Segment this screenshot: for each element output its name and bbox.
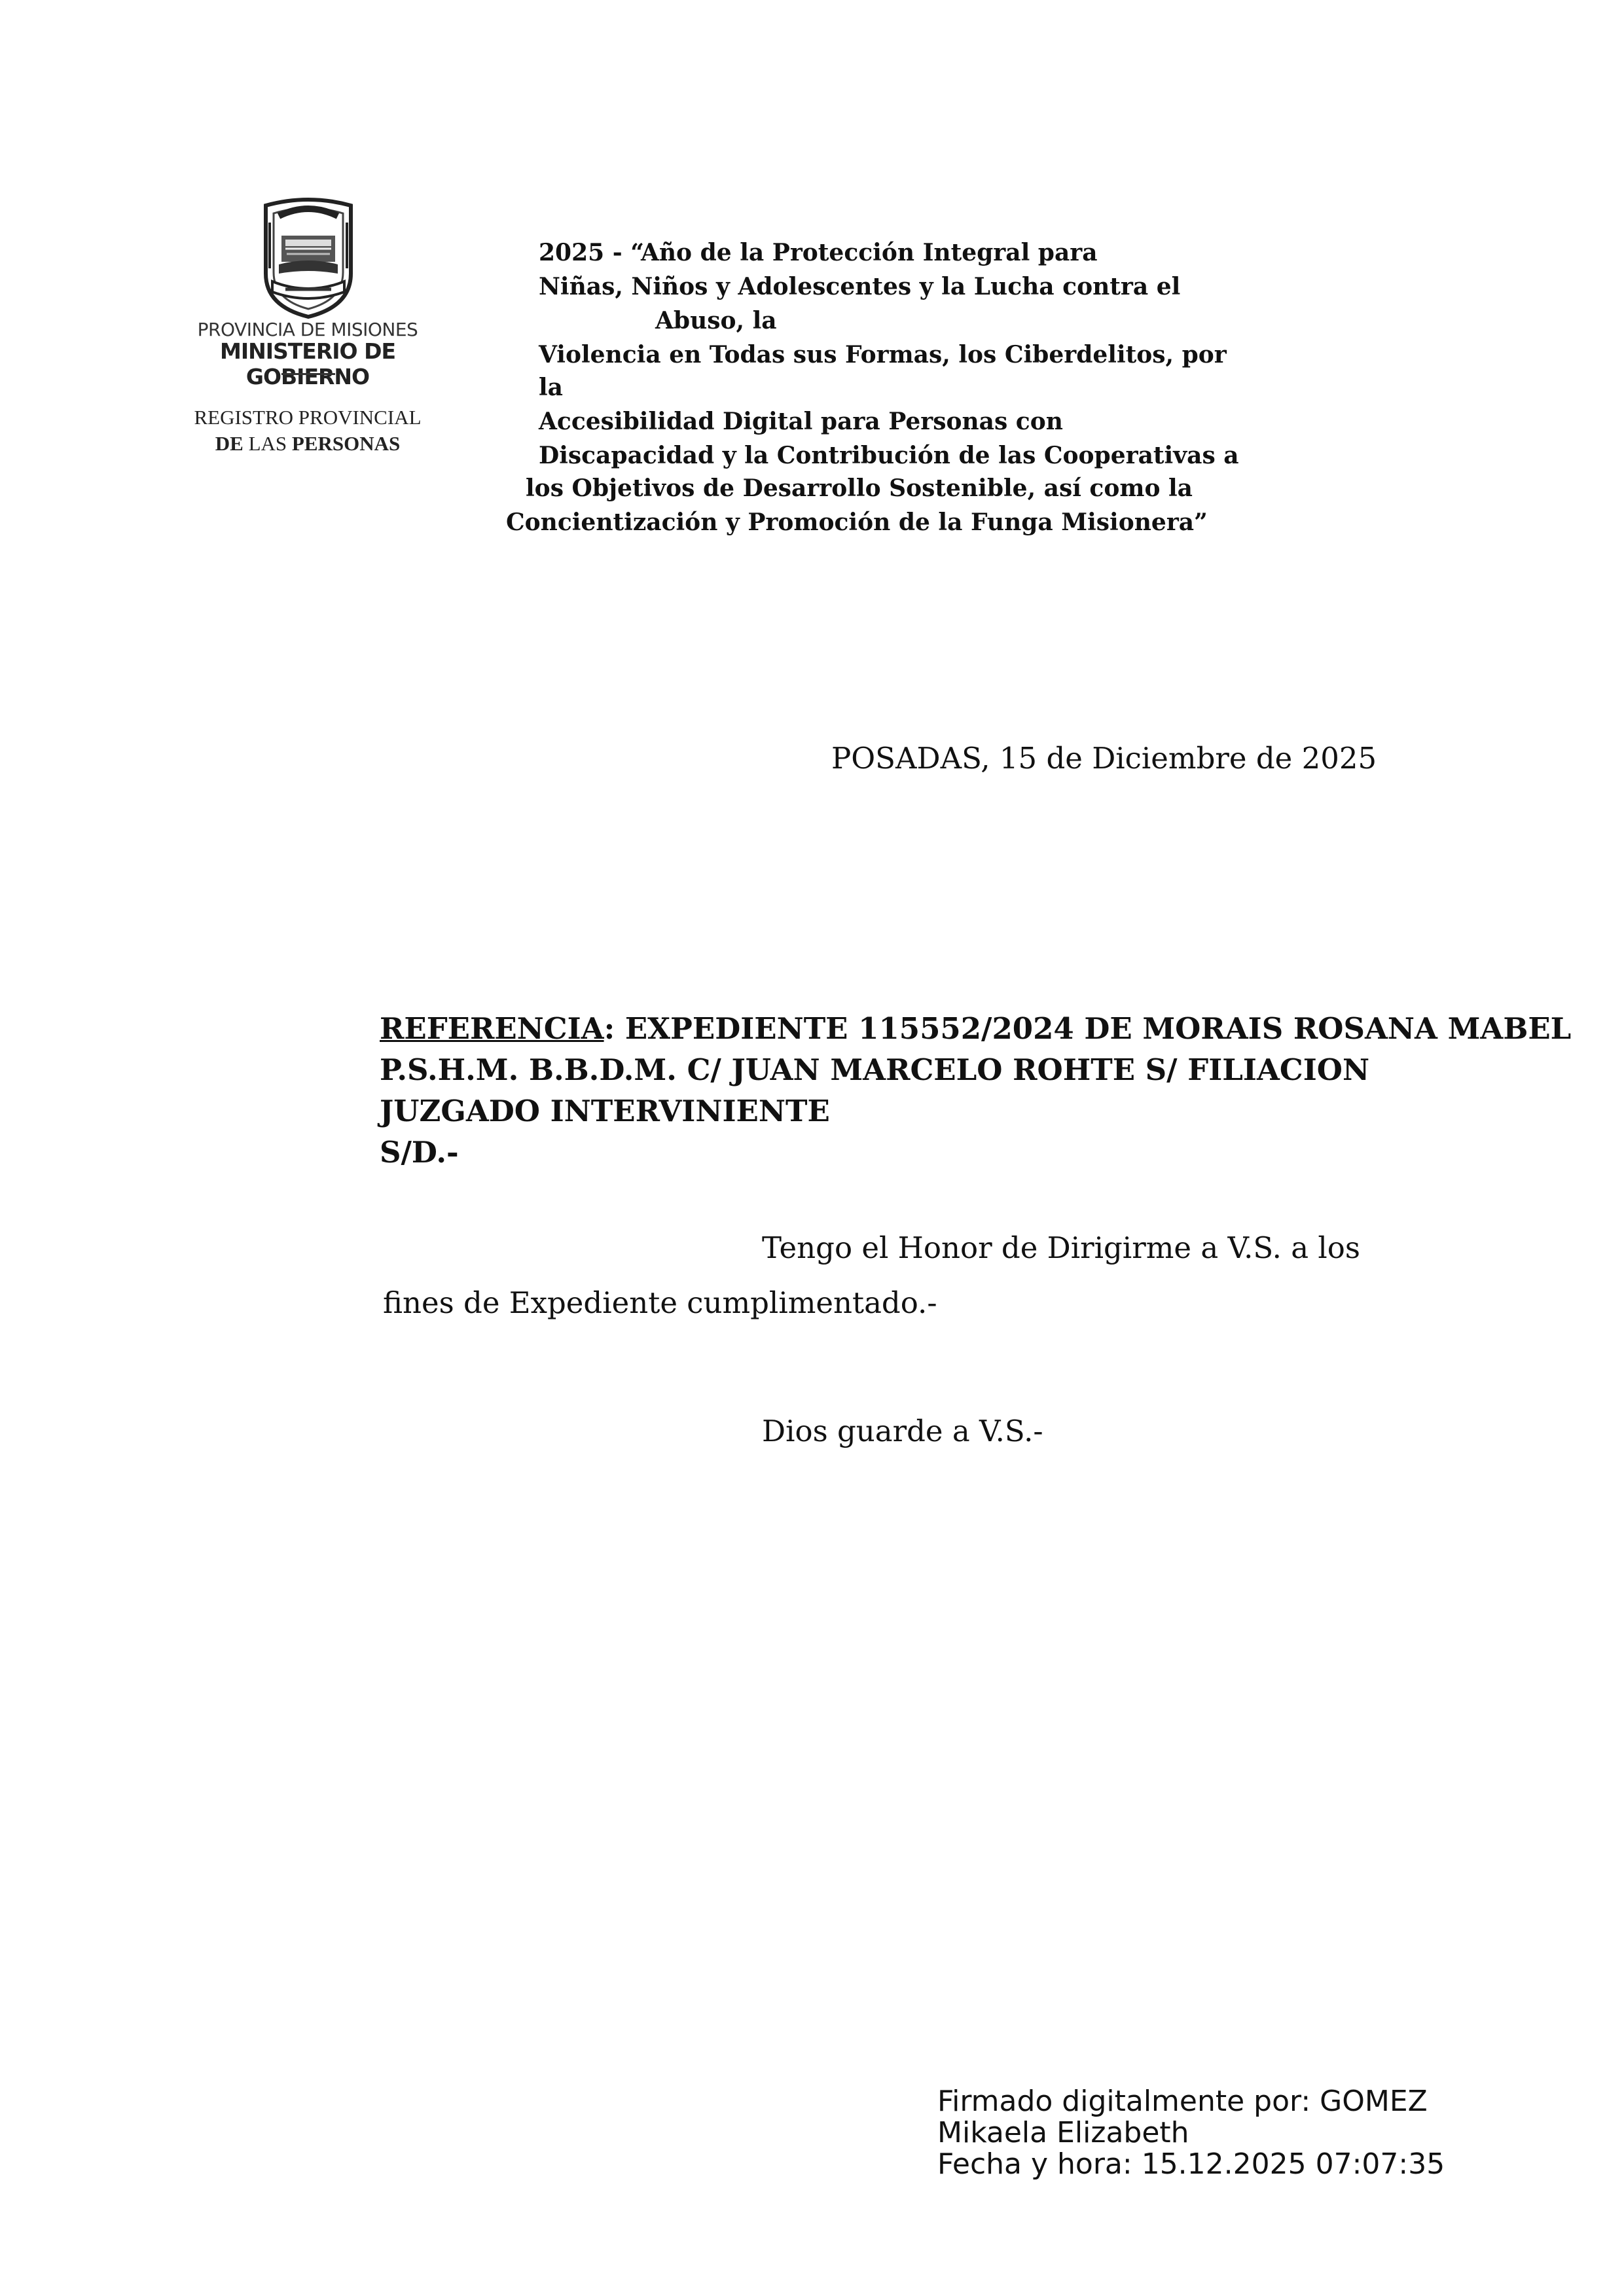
motto-line-6: Accesibilidad Digital para Personas con [539, 408, 1063, 435]
motto-line-9: Concientización y Promoción de la Funga Misionera” [506, 509, 1208, 536]
motto-line-4: Violencia en Todas sus Formas, los Ciberdelitos, por [539, 341, 1227, 368]
reference-line-3: JUZGADO INTERVINIENTE [380, 1094, 830, 1128]
registry-line-1: REGISTRO PROVINCIAL [194, 406, 422, 429]
reference-text-1: : EXPEDIENTE 115552/2024 DE MORAIS ROSANA MABEL [604, 1011, 1572, 1046]
registry-word-personas: PERSONAS [291, 432, 401, 455]
motto-line-3: Abuso, la [655, 307, 777, 334]
body-line-1: Tengo el Honor de Dirigirme a V.S. a los [762, 1230, 1360, 1265]
coat-of-arms-emblem [253, 196, 364, 319]
logo-province-text: PROVINCIA DE MISIONES [197, 319, 418, 340]
signature-line-3: Fecha y hora: 15.12.2025 07:07:35 [937, 2147, 1445, 2181]
signature-line-2: Mikaela Elizabeth [937, 2116, 1189, 2149]
reference-label: REFERENCIA [380, 1011, 604, 1046]
motto-line-8: los Objetivos de Desarrollo Sostenible, así como la [526, 475, 1193, 502]
motto-line-1: 2025 - “Año de la Protección Integral para [539, 239, 1098, 266]
motto-line-7: Discapacidad y la Contribución de las Cooperativas a [539, 442, 1239, 469]
logo-ministry-text: MINISTERIO DE GOBIERNO [220, 338, 395, 389]
logo-divider [281, 373, 335, 375]
registry-name [157, 404, 458, 457]
signature-line-1: Firmado digitalmente por: GOMEZ [937, 2085, 1428, 2118]
body-line-2: fines de Expediente cumplimentado.- [383, 1285, 937, 1320]
registry-word-de: DE [215, 432, 244, 455]
registry-word-las: LAS [243, 432, 292, 455]
letter-date: POSADAS, 15 de Diciembre de 2025 [831, 741, 1377, 776]
registry-line-2 [157, 431, 458, 457]
closing-line: Dios guarde a V.S.- [762, 1414, 1043, 1448]
reference-line-4: S/D.- [380, 1135, 459, 1170]
reference-line-1 [380, 1011, 1571, 1046]
motto-line-2: Niñas, Niños y Adolescentes y la Lucha contra el [539, 273, 1181, 300]
reference-line-2: P.S.H.M. B.B.D.M. C/ JUAN MARCELO ROHTE S/ FILIACION [380, 1052, 1370, 1087]
motto-line-5: la [539, 374, 564, 401]
